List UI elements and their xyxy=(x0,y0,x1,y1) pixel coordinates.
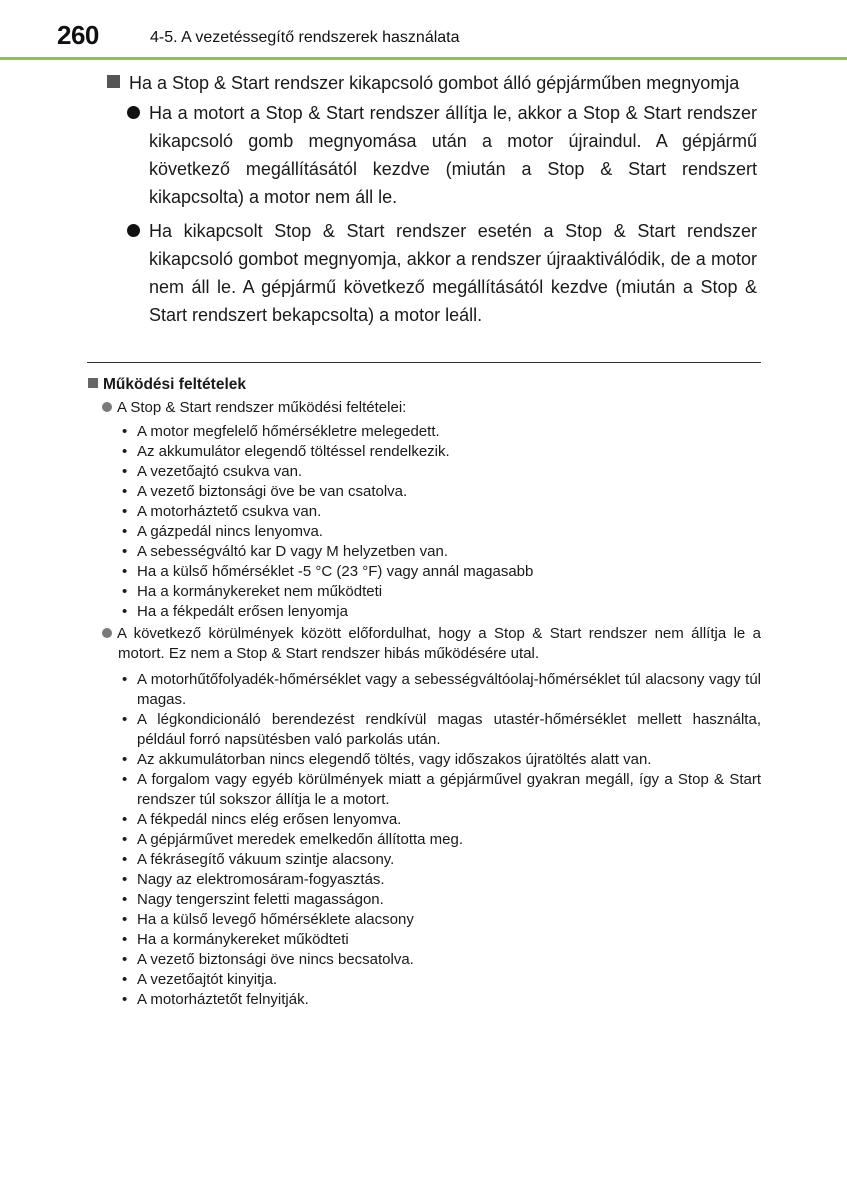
small-bullet-icon: • xyxy=(122,871,128,888)
small-bullet-icon: • xyxy=(122,563,128,580)
list-item xyxy=(122,502,761,522)
section-stop-start-button xyxy=(107,70,757,329)
list-item xyxy=(122,582,761,602)
list-item-text: A motor megfelelő hőmérsékletre melegedett. xyxy=(137,423,440,440)
list-item xyxy=(122,562,761,582)
small-bullet-icon: • xyxy=(122,931,128,948)
bullet-paragraph xyxy=(127,99,757,211)
subsection-heading xyxy=(88,374,761,396)
list-item-text: A légkondicionáló berendezést rendkívül magas utastér-hőmérséklet mellett használta, például forró napsütésben való parkolás után. xyxy=(137,711,761,748)
list-item-text: Nagy az elektromosáram-fogyasztás. xyxy=(137,871,385,888)
list-item-text: A sebességváltó kar D vagy M helyzetben van. xyxy=(137,543,449,560)
list-item xyxy=(122,850,761,870)
round-bullet-icon xyxy=(127,224,140,237)
list-item-text: A motorháztető csukva van. xyxy=(137,503,322,520)
list-item xyxy=(122,442,761,462)
small-bullet-icon: • xyxy=(122,971,128,988)
list-item xyxy=(122,462,761,482)
list-item xyxy=(122,542,761,562)
condition-item xyxy=(102,624,761,664)
small-bullet-icon: • xyxy=(122,851,128,868)
bullet-text: Ha kikapcsolt Stop & Start rendszer esetén a Stop & Start rendszer kikapcsoló gombot megnyomja, akkor a rendszer újraaktiválódik, de a motor nem áll le. A gépjármű következő megállításától kezdve (miután a Stop & Start rendszert bekapcsolta) a motor leáll. xyxy=(149,221,757,325)
list-item xyxy=(122,870,761,890)
page-header xyxy=(0,0,847,62)
subsection-heading-text: Működési feltételek xyxy=(103,376,246,393)
small-bullet-icon: • xyxy=(122,991,128,1008)
list-item xyxy=(122,482,761,502)
list-item-text: A motorháztetőt felnyitják. xyxy=(137,991,309,1008)
round-bullet-icon xyxy=(102,402,112,412)
list-item xyxy=(122,930,761,950)
list-item xyxy=(122,990,761,1010)
list-item-text: Nagy tengerszint feletti magasságon. xyxy=(137,891,384,908)
condition-list xyxy=(122,422,761,622)
list-item-text: A fékrásegítő vákuum szintje alacsony. xyxy=(137,851,395,868)
bullet-text: Ha a motort a Stop & Start rendszer állítja le, akkor a Stop & Start rendszer kikapcsoló gomb megnyomása után a motor újraindul. A gépjármű következő megállításától kezdve (miután a Stop & Start rendszert kikapcsolta) a motor nem áll le. xyxy=(149,103,757,207)
condition-text: A Stop & Start rendszer működési feltételei: xyxy=(117,399,407,416)
list-item-text: A forgalom vagy egyéb körülmények miatt a gépjárművel gyakran megáll, így a Stop & Start rendszer túl sokszor állítja le a motort. xyxy=(137,771,761,808)
list-item xyxy=(122,890,761,910)
list-item-text: A vezető biztonsági öve be van csatolva. xyxy=(137,483,408,500)
small-bullet-icon: • xyxy=(122,811,128,828)
small-bullet-icon: • xyxy=(122,771,128,788)
list-item-text: A vezető biztonsági öve nincs becsatolva. xyxy=(137,951,414,968)
list-item-text: Ha a külső hőmérséklet -5 °C (23 °F) vagy annál magasabb xyxy=(137,563,534,580)
list-item-text: Az akkumulátorban nincs elegendő töltés, vagy időszakos újratöltés alatt van. xyxy=(137,751,652,768)
list-item-text: A gépjárművet meredek emelkedőn állította meg. xyxy=(137,831,464,848)
list-item xyxy=(122,950,761,970)
small-bullet-icon: • xyxy=(122,831,128,848)
list-item-text: A vezetőajtó csukva van. xyxy=(137,463,303,480)
chapter-title: 4-5. A vezetéssegítő rendszerek használata xyxy=(150,29,460,46)
small-bullet-icon: • xyxy=(122,583,128,600)
square-bullet-icon xyxy=(88,378,98,388)
round-bullet-icon xyxy=(102,628,112,638)
list-item xyxy=(122,770,761,810)
header-rule xyxy=(0,57,847,60)
list-item xyxy=(122,910,761,930)
condition-list xyxy=(122,670,761,1010)
small-bullet-icon: • xyxy=(122,751,128,768)
list-item-text: A gázpedál nincs lenyomva. xyxy=(137,523,323,540)
list-item xyxy=(122,522,761,542)
list-item-text: Az akkumulátor elegendő töltéssel rendelkezik. xyxy=(137,443,450,460)
small-bullet-icon: • xyxy=(122,911,128,928)
page-number: 260 xyxy=(57,20,99,50)
list-item-text: Ha a fékpedált erősen lenyomja xyxy=(137,603,348,620)
list-item-text: Ha a külső levegő hőmérséklete alacsony xyxy=(137,911,414,928)
small-bullet-icon: • xyxy=(122,523,128,540)
small-bullet-icon: • xyxy=(122,443,128,460)
round-bullet-icon xyxy=(127,106,140,119)
list-item-text: A motorhűtőfolyadék-hőmérséklet vagy a sebességváltóolaj-hőmérséklet túl alacsony vagy túl magas. xyxy=(137,671,761,708)
condition-item xyxy=(102,398,761,418)
section-divider xyxy=(87,362,761,363)
section-operating-conditions xyxy=(88,374,761,1010)
list-item-text: A fékpedál nincs elég erősen lenyomva. xyxy=(137,811,402,828)
bullet-paragraph xyxy=(127,217,757,329)
list-item xyxy=(122,670,761,710)
list-item xyxy=(122,710,761,750)
list-item-text: Ha a kormánykereket nem működteti xyxy=(137,583,383,600)
list-item xyxy=(122,422,761,442)
section-heading-text: Ha a Stop & Start rendszer kikapcsoló gombot álló gépjárműben megnyomja xyxy=(129,73,740,93)
small-bullet-icon: • xyxy=(122,603,128,620)
small-bullet-icon: • xyxy=(122,951,128,968)
section-heading xyxy=(107,70,757,97)
small-bullet-icon: • xyxy=(122,423,128,440)
square-bullet-icon xyxy=(107,75,120,88)
list-item-text: A vezetőajtót kinyitja. xyxy=(137,971,278,988)
list-item xyxy=(122,970,761,990)
list-item-text: Ha a kormánykereket működteti xyxy=(137,931,349,948)
small-bullet-icon: • xyxy=(122,543,128,560)
small-bullet-icon: • xyxy=(122,711,128,728)
small-bullet-icon: • xyxy=(122,463,128,480)
list-item xyxy=(122,602,761,622)
small-bullet-icon: • xyxy=(122,671,128,688)
list-item xyxy=(122,750,761,770)
list-item xyxy=(122,810,761,830)
small-bullet-icon: • xyxy=(122,483,128,500)
list-item xyxy=(122,830,761,850)
small-bullet-icon: • xyxy=(122,503,128,520)
small-bullet-icon: • xyxy=(122,891,128,908)
condition-text: A következő körülmények között előfordulhat, hogy a Stop & Start rendszer nem állítja le a motort. Ez nem a Stop & Start rendszer hibás működésére utal. xyxy=(117,625,761,662)
